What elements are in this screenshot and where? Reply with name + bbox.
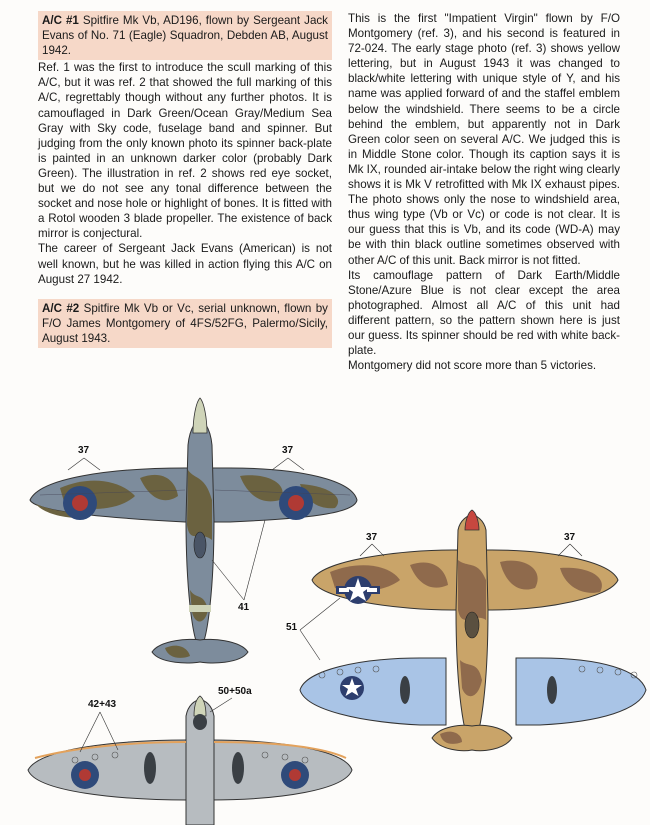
ac1-upper-plan-view	[30, 398, 357, 663]
callout-51: 51	[286, 622, 298, 633]
ac2-heading	[38, 299, 332, 348]
callout-37-upper-left: 37	[78, 445, 90, 456]
ac2-lower-wing-left	[300, 658, 446, 725]
ac2-upper-plan-view	[300, 510, 618, 751]
ac2-lower-wing-right	[516, 658, 646, 725]
ac1-tag: A/C #1	[42, 14, 79, 27]
spacer	[38, 287, 332, 299]
ac2-paragraph-2: Its camouflage pattern of Dark Earth/Middle Stone/Azure Blue is not clear except the area photographed. Almost all A/C of this unit had different pattern, so the pattern shown here is just our guess. Its spinner should be red with white back-plate.	[348, 268, 620, 358]
ac2-paragraph-1: This is the first "Impatient Virgin" flown by F/O Montgomery (ref. 3), and his second is featured in 72-024. The early stage photo (ref. 3) shows yellow lettering, but in August 1943 it was changed to black/white lettering with unique style of Y, and his name was applied forward of and the staffel emblem below the windshield. There seems to be a circle behind the emblem, but apparently not in Dark Green color seen on several A/C. We judged this is in Middle Stone color. Though its caption says it is Mk IX, rounded air-intake below the right wing clearly shows it is Mk V retrofitted with Mk IX exhaust pipes. The photo shows only the nose to windshield area, thus wing type (Vb or Vc) or code is not clear. It is our guess that this is Vb, and its code (WD-A) may be with thin black outline sometimes observed with other A/C of this unit. Back mirror is not fitted.	[348, 12, 620, 267]
callout-42-43: 42+43	[88, 699, 117, 710]
callout-41: 41	[238, 602, 250, 613]
left-column	[38, 11, 332, 348]
callout-37-ac2-left: 37	[366, 532, 378, 543]
ac2-paragraph-3: Montgomery did not score more than 5 victories.	[348, 359, 597, 373]
ac1-heading	[38, 11, 332, 60]
ac1-heading-text: Spitfire Mk Vb, AD196, flown by Sergeant Jack Evans of No. 71 (Eagle) Squadron, Debden AB, August 1942.	[42, 14, 328, 58]
ac1-paragraph-1: Ref. 1 was the first to introduce the scull marking of this A/C, but it was ref. 2 that showed the full marking of this A/C, regrettably though without any further photos. It is camouflaged in Dark Green/Ocean Gray/Medium Sea Gray with Sky code, fuselage band and spinner. But judging from the only known photo its spinner back-plate is painted in an unknown darker color (probably Dark Green). The illustration in ref. 2 shows red eye socket, but we do not see any tonal difference between the socket and nose hole or highlight of bones. It is fitted with a Rotol wooden 3 blade propeller. The existence of back mirror is conjectural.	[38, 61, 332, 241]
callout-37-ac2-right: 37	[564, 532, 576, 543]
ac2-heading-text: Spitfire Mk Vb or Vc, serial unknown, flown by F/O James Montgomery of 4FS/52FG, Palermo/Sicily, August 1943.	[42, 301, 328, 345]
ac1-paragraph-2: The career of Sergeant Jack Evans (American) is not well known, but he was killed in action flying this A/C on August 27 1942.	[38, 242, 332, 286]
callout-37-upper-right: 37	[282, 445, 294, 456]
callout-50-50a: 50+50a	[218, 686, 252, 697]
ac1-lower-plan-view	[28, 696, 352, 825]
right-column	[348, 11, 620, 373]
ac2-tag: A/C #2	[42, 301, 80, 315]
